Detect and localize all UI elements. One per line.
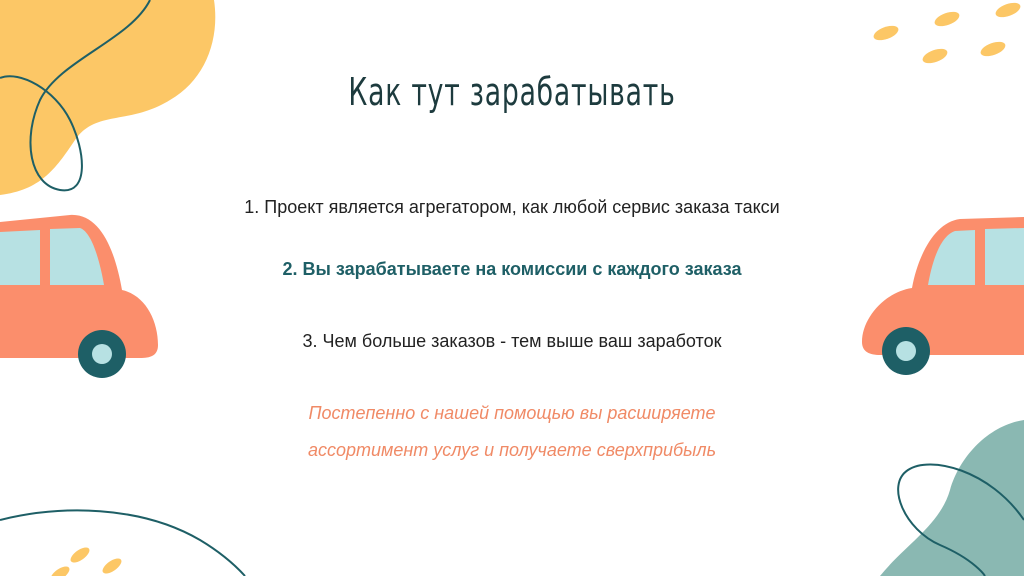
dash-dot-icon	[872, 0, 1023, 66]
wave-line-icon	[0, 510, 245, 576]
point-3: 3. Чем больше заказов - тем выше ваш заработок	[302, 331, 722, 351]
point-2: 2. Вы зарабатываете на комиссии с каждого заказа	[282, 259, 742, 279]
slide-title: Как тут зарабатывать	[348, 70, 676, 114]
dash-dot-icon-bottom	[48, 545, 124, 576]
note-line-1: Постепенно с нашей помощью вы расширяете	[308, 403, 716, 423]
note-line-2: ассортимент услуг и получаете сверхприбыль	[307, 440, 717, 460]
point-1: 1. Проект является агрегатором, как любой сервис заказа такси	[244, 197, 780, 217]
car-left-icon	[0, 215, 158, 378]
